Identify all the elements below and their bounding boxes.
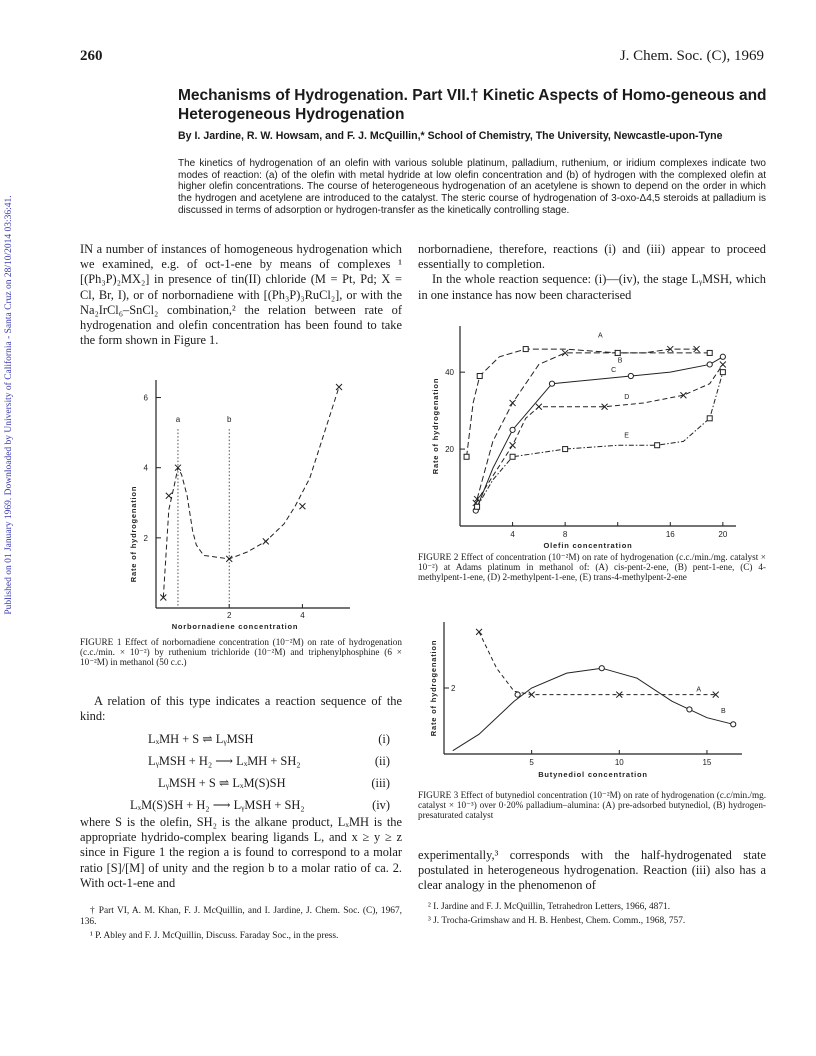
data-point-D [510, 442, 516, 448]
x-tick-label: 4 [300, 611, 305, 620]
y-axis-label: Rate of hydrogenation [129, 485, 138, 583]
data-point-E [720, 370, 725, 375]
right-column-bottom [418, 848, 766, 894]
figure1-caption: FIGURE 1 Effect of norbornadiene concentration (10⁻²M) on rate of hydrogenation (c.c./min. × 10⁻²) by ruthenium trichloride (10⁻²M) and triphenylphosphine (6 × 10⁻²M) in methanol (50 c.c.) [80, 637, 402, 668]
y-tick-label: 6 [143, 393, 148, 403]
y-tick-label: 40 [445, 368, 454, 378]
data-point-B [515, 692, 520, 697]
journal-header: J. Chem. Soc. (C), 1969 [619, 48, 764, 64]
footnote: ¹ P. Abley and F. J. McQuillin, Discuss. Faraday Soc., in the press. [90, 931, 339, 941]
equation-number: (i) [378, 732, 390, 746]
data-point [166, 493, 172, 499]
y-tick-label: 20 [445, 445, 454, 455]
left-column-sequence [80, 694, 402, 724]
equation-row [130, 750, 390, 772]
data-point-D [720, 361, 726, 367]
data-point-B [477, 374, 482, 379]
data-point-B [464, 454, 469, 459]
figure3-plot [424, 614, 754, 786]
series-line-D [476, 364, 723, 502]
paragraph: where S is the olefin, SH₂ is the alkane product, LₓMH is the appropriate hydrido-complex bearing ligands L, and x ≥ y ≥ z since in Figure 1 the region a is found to correspond to a molar ratio [S]/[M] of unity and the region b to a molar ratio of ca. 2. With oct-1-ene and [80, 815, 402, 890]
equation-row [130, 772, 390, 794]
data-point-E [475, 504, 480, 509]
equation-number: (ii) [374, 754, 390, 768]
figure2-plot [424, 318, 754, 550]
equation-row [130, 728, 390, 750]
figure2-caption: FIGURE 2 Effect of concentration (10⁻²M) on rate of hydrogenation (c.c./min./mg. catalyst × 10⁻²) at Adams platinum in methanol of: (A) cis-pent-2-ene, (B) pent-1-ene, (C) 4-methylpent-1-ene, (D) 2-methylpent-1-ene, (E) trans-4-methylpent-2-ene [418, 552, 766, 583]
data-point-C [707, 362, 712, 367]
data-point-C [510, 427, 515, 432]
series-line-B [467, 349, 710, 457]
series-line-A [477, 349, 696, 499]
y-axis-label: Rate of hydrogenation [429, 639, 438, 737]
y-tick-label: 2 [451, 684, 456, 693]
series-label-E: E [624, 432, 629, 440]
data-point-B [615, 350, 620, 355]
data-point-E [655, 443, 660, 448]
x-axis-label: Norbornadiene concentration [171, 622, 299, 631]
equation-row [130, 794, 390, 816]
data-point [299, 503, 305, 509]
article-title: Mechanisms of Hydrogenation. Part VII.† Kinetic Aspects of Homo-geneous and Heterogeneous Hydrogenation [178, 87, 767, 123]
x-tick-label: 4 [510, 530, 515, 539]
data-point-A [476, 629, 482, 635]
series-line [163, 387, 339, 597]
x-tick-label: 15 [702, 758, 712, 767]
data-point-E [707, 416, 712, 421]
data-point-B [599, 666, 604, 671]
x-tick-label: 5 [529, 758, 534, 767]
y-axis-label: Rate of hydrogenation [431, 377, 440, 475]
right-column-top [418, 242, 766, 303]
data-point-B [687, 707, 692, 712]
data-point-A [510, 400, 516, 406]
series-label-B: B [720, 707, 726, 715]
equation-number: (iii) [371, 776, 390, 790]
x-axis-label: Butynediol concentration [538, 770, 648, 779]
data-point [336, 384, 342, 390]
data-point-C [549, 381, 554, 386]
data-point-C [720, 354, 725, 359]
abstract: The kinetics of hydrogenation of an olefin with various soluble platinum, palladium, ruthenium, or iridium complexes indicate two modes of reaction: (a) of the olefin with metal hydride at low olefin concentration and (b) of hydrogen with the complexed olefin at higher olefin concentrations. The course of heterogeneous hydrogenation of an acetylene is shown to depend on the order in which the hydrogen and acetylene are introduced to the catalyst. The steric course of hydrogenation of 3-oxo-Δ4,5 steroids at palladium is discussed in terms of adsorption or hydrogen-transfer as the kinetically controlling stage. [178, 158, 766, 216]
series-label-C: C [611, 367, 617, 375]
left-column-intro [80, 242, 402, 348]
footnote: ² I. Jardine and F. J. McQuillin, Tetrahedron Letters, 1966, 4871. [428, 902, 671, 912]
equation: LᵧMSH + S ⇌ LₓM(S)SH [158, 776, 286, 790]
equation-list [130, 728, 390, 816]
series-label-A: A [598, 332, 603, 340]
x-tick-label: 16 [665, 530, 675, 539]
series-label-D: D [624, 394, 630, 402]
equation-number: (iv) [372, 798, 390, 812]
figure3-caption: FIGURE 3 Effect of butynediol concentration (10⁻²M) on rate of hydrogenation (c.c/min./mg. catalyst × 10⁻³) over 0·20% palladium–alumina: (A) pre-adsorbed butynediol, (B) hydrogen-presaturated catalyst [418, 790, 766, 821]
data-point-B [523, 347, 528, 352]
y-tick-label: 2 [143, 533, 148, 543]
paragraph: IN a number of instances of homogeneous hydrogenation which we examined, e.g. of oct-1-ene by means of complexes ¹ [(Ph₃P)₂MX₂] in presence of tin(II) chloride (M = Pt, Pd; X = Cl, Br, I), or of norbornadiene with [(Ph₃P)₃RuCl₂], or with the Na₂IrCl₆–SnCl₂ combination,² the relation between rate of hydrogenation and olefin concentration has been found to take the form shown in Figure 1. [80, 242, 402, 348]
data-point [263, 538, 269, 544]
data-point-D [536, 404, 542, 410]
data-point-E [563, 447, 568, 452]
equation: LₓM(S)SH + H₂ ⟶ LᵧMSH + SH₂ [130, 798, 305, 812]
x-tick-label: 2 [226, 611, 232, 620]
footnote: † Part VI, A. M. Khan, F. J. McQuillin, and I. Jardine, J. Chem. Soc. (C), 1967, 136. [80, 906, 402, 927]
series-line-A [479, 632, 716, 695]
series-line-C [476, 357, 723, 511]
data-point [226, 556, 232, 562]
equation: LₓMH + S ⇌ LᵧMSH [148, 732, 254, 746]
annotation-label: b [226, 415, 232, 425]
x-tick-label: 8 [562, 530, 568, 539]
x-axis-label: Olefin concentration [543, 541, 633, 550]
left-column-explanation [80, 815, 402, 891]
footnotes-left [80, 905, 402, 945]
data-point-E [510, 454, 515, 459]
paragraph: norbornadiene, therefore, reactions (i) and (iii) appear to proceed essentially to completion. [418, 242, 766, 272]
series-label-A: A [696, 686, 702, 694]
footnotes-right [418, 902, 766, 930]
figure1-plot [120, 370, 360, 634]
footnote: ³ J. Trocha-Grimshaw and H. B. Henbest, Chem. Comm., 1968, 757. [428, 916, 686, 926]
data-point-C [628, 373, 633, 378]
page-number: 260 [80, 48, 103, 64]
equation: LᵧMSH + H₂ ⟶ LₓMH + SH₂ [148, 754, 301, 768]
y-tick-label: 4 [143, 463, 148, 473]
data-point-B [731, 722, 736, 727]
author-line: By I. Jardine, R. W. Howsam, and F. J. McQuillin,* School of Chemistry, The University, Newcastle-upon-Tyne [178, 130, 723, 142]
data-point-B [707, 350, 712, 355]
paragraph: In the whole reaction sequence: (i)—(iv), the stage LᵧMSH, which in one instance has now been characterised [418, 272, 766, 302]
paragraph: A relation of this type indicates a reaction sequence of the kind: [80, 694, 402, 724]
series-label-B: B [617, 357, 623, 365]
x-tick-label: 20 [718, 530, 728, 539]
paragraph: experimentally,³ corresponds with the half-hydrogenated state postulated in heterogeneous hydrogenation. Reaction (iii) also has a clear analogy in the phenomenon of [418, 848, 766, 893]
download-watermark: Published on 01 January 1969. Downloaded by University of California - Santa Cruz on 28/10/2014 03:36:41. [4, 195, 14, 615]
annotation-label: a [175, 415, 181, 425]
x-tick-label: 10 [614, 758, 624, 767]
